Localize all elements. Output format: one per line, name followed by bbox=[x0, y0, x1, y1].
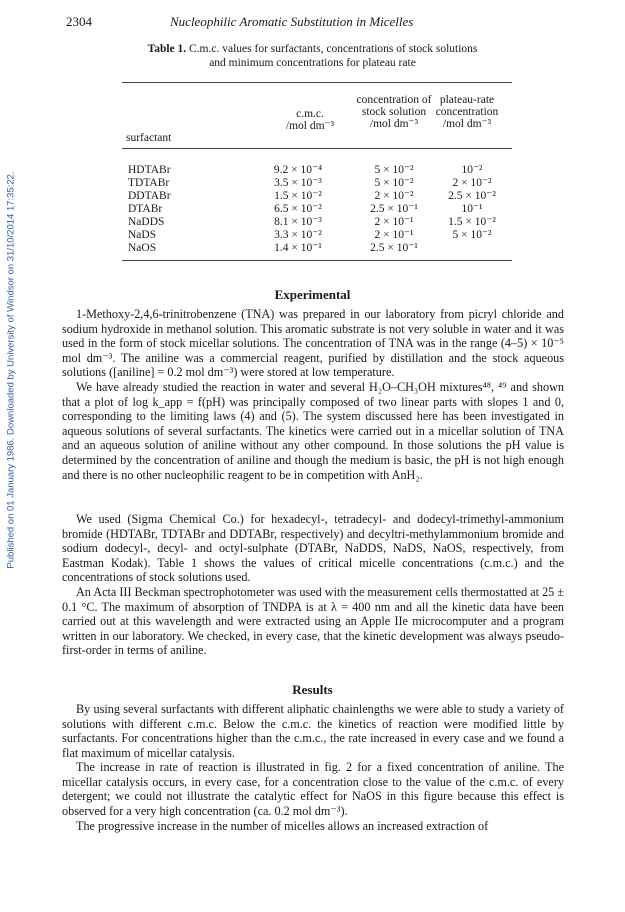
table-top-rule bbox=[122, 82, 512, 83]
header-stock-line1: concentration of bbox=[356, 94, 432, 106]
experimental-heading: Experimental bbox=[274, 287, 351, 302]
table-cell-cmc: 9.2 × 10⁻⁴ bbox=[273, 164, 323, 176]
table-cell-stock: 2 × 10⁻¹ bbox=[374, 229, 414, 241]
table-cell-surfactant: DDTABr bbox=[128, 190, 171, 202]
table-label: Table 1. bbox=[147, 43, 187, 55]
side-note-text: Published on 01 January 1986. Downloaded by University of Windsor on 31/10/2014 17:35:22. bbox=[5, 171, 17, 569]
publication-side-note bbox=[4, 110, 18, 630]
table-cell-plateau: 5 × 10⁻² bbox=[452, 229, 492, 241]
header-stock-line3: /mol dm⁻³ bbox=[369, 118, 419, 130]
table-cell-surfactant: HDTABr bbox=[128, 164, 171, 176]
table-cell-surfactant: TDTABr bbox=[128, 177, 170, 189]
table-cell-surfactant: DTABr bbox=[128, 203, 163, 215]
results-paragraph: The progressive increase in the number of micelles allows an increased extraction of bbox=[76, 819, 489, 833]
table-caption bbox=[140, 42, 485, 70]
table-cell-stock: 2.5 × 10⁻¹ bbox=[370, 242, 418, 254]
table-cell-plateau: 2.5 × 10⁻² bbox=[448, 190, 496, 202]
header-stock-line2: stock solution bbox=[361, 106, 427, 118]
experimental-paragraph: We have already studied the reaction in water and several H₂O–CH₃OH mixtures⁴⁸, ⁴⁹ and shown that a plot of log k_app = f(pH) was principally composed of two linear parts with slopes 1 and 0, corresponding to the limiting laws (4) and (5). The system discussed here has been investigated in aqueous solutions of several surfactants. The kinetics were carried out in a micellar solution of TNA and an aqueous solution of aniline without any other compound. In those solutions the pH value is determined by the concentration of aniline and though the medium is basic, the pH is not high enough and there is no other nucleophilic reagent to be in competition with AnH₂. bbox=[62, 380, 564, 482]
results-heading: Results bbox=[292, 682, 333, 697]
table-cell-stock: 5 × 10⁻² bbox=[374, 177, 414, 189]
table-cell-plateau: 1.5 × 10⁻² bbox=[448, 216, 496, 228]
header-plateau-line3: /mol dm⁻³ bbox=[442, 118, 492, 130]
header-plateau-line1: plateau-rate bbox=[439, 94, 495, 106]
header-surfactant: surfactant bbox=[126, 132, 172, 144]
table-cell-cmc: 1.5 × 10⁻² bbox=[274, 190, 322, 202]
table-cell-stock: 2.5 × 10⁻¹ bbox=[370, 203, 418, 215]
table-cell-stock: 2 × 10⁻¹ bbox=[374, 216, 414, 228]
experimental-paragraph: 1-Methoxy-2,4,6-trinitrobenzene (TNA) was prepared in our laboratory from picryl chloride and sodium hydroxide in methanol solution. This aromatic substrate is not very soluble in water and it was used in the form of stock micellar solutions. The concentration of TNA was in the range (4–5) × 10⁻⁵ mol dm⁻³. The aniline was a commercial reagent, purified by distillation and the stock aqueous solutions ([aniline] = 0.2 mol dm⁻³) were stored at low temperature. bbox=[62, 307, 564, 380]
table-cell-plateau: 2 × 10⁻² bbox=[452, 177, 492, 189]
experimental-paragraph: We used (Sigma Chemical Co.) for hexadecyl-, tetradecyl- and dodecyl-trimethyl-ammonium bromide (HDTABr, TDTABr and DDTABr, respectively) and decyltri-methylammonium bromide and sodium dodecyl-, decyl- and octyl-sulphate (DTABr, NaDDS, NaDS, NaOS, respectively, from Eastman Kodak). Table 1 shows the values of critical micelle concentrations (c.m.c.) and the concentrations of stock solutions used. bbox=[62, 512, 564, 585]
table-caption-text: C.m.c. values for surfactants, concentrations of stock solutions and minimum concentrations for plateau rate bbox=[186, 43, 478, 69]
table-bottom-rule bbox=[122, 260, 512, 261]
header-cmc-line1: c.m.c. bbox=[296, 108, 324, 120]
table-cell-cmc: 3.3 × 10⁻² bbox=[274, 229, 322, 241]
header-plateau-line2: concentration bbox=[435, 106, 499, 118]
table-cell-cmc: 3.5 × 10⁻³ bbox=[274, 177, 322, 189]
header-cmc-line2: /mol dm⁻³ bbox=[285, 120, 335, 132]
table-cell-stock: 5 × 10⁻² bbox=[374, 164, 414, 176]
table-cell-surfactant: NaDS bbox=[128, 229, 157, 241]
page-number: 2304 bbox=[66, 14, 92, 29]
table-cell-cmc: 8.1 × 10⁻³ bbox=[274, 216, 322, 228]
table-cell-surfactant: NaDDS bbox=[128, 216, 165, 228]
running-title: Nucleophilic Aromatic Substitution in Micelles bbox=[170, 14, 414, 29]
header-plateau bbox=[422, 94, 512, 130]
results-paragraph: The increase in rate of reaction is illustrated in fig. 2 for a fixed concentration of aniline. The micellar catalysis occurs, in every case, for a concentration close to the value of the c.m.c. of every detergent; we could not illustrate the catalytic effect for NaOS in this figure because this effect is observed for a very high concentration (ca. 0.2 mol dm⁻³). bbox=[62, 760, 564, 818]
table-cell-plateau: 10⁻¹ bbox=[461, 203, 483, 215]
table-cell-stock: 2 × 10⁻² bbox=[374, 190, 414, 202]
table-cell-plateau: 10⁻² bbox=[461, 164, 483, 176]
experimental-paragraph: An Acta III Beckman spectrophotometer was used with the measurement cells thermostatted at 25 ± 0.1 °C. The maximum of absorption of TNDPA is at λ = 400 nm and all the kinetic data have been carried out at this wavelength and were extracted using an Apple IIe microcomputer and a program written in our laboratory. We checked, in every case, that the kinetic development was always pseudo-first-order in terms of aniline. bbox=[62, 585, 564, 658]
table-cell-cmc: 6.5 × 10⁻² bbox=[274, 203, 322, 215]
results-paragraph: By using several surfactants with different aliphatic chainlengths we were able to study a variety of solutions with different c.m.c. Below the c.m.c. the kinetics of reaction were modified little by surfactants. For concentrations higher than the c.m.c., the rate increased in every case and we found a flat maximum of micellar catalysis. bbox=[62, 702, 564, 760]
table-cell-cmc: 1.4 × 10⁻¹ bbox=[274, 242, 322, 254]
table-header-rule bbox=[122, 148, 512, 149]
table-cell-surfactant: NaOS bbox=[128, 242, 157, 254]
